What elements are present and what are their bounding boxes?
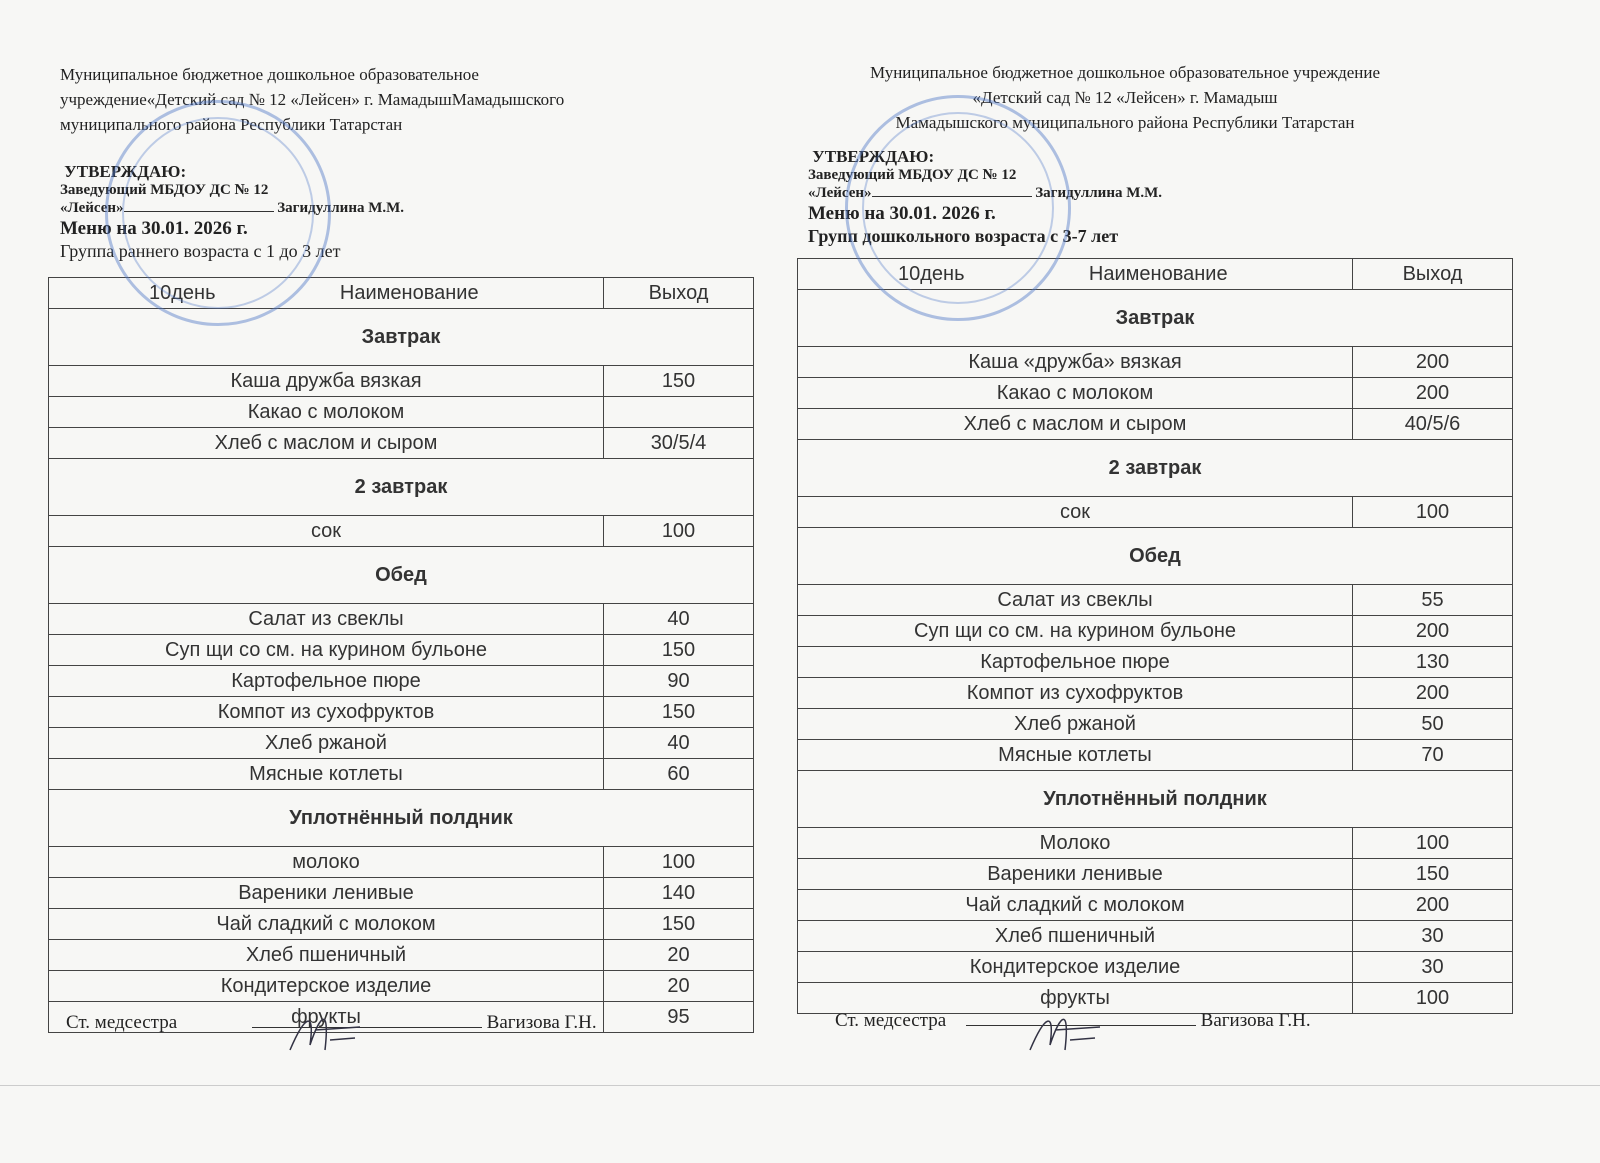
dish-name: Вареники ленивые [798, 859, 1353, 890]
group-label: Групп дошкольного возраста с 3-7 лет [808, 226, 1119, 246]
dish-yield: 200 [1353, 890, 1513, 921]
header-cell [49, 278, 604, 309]
right-menu-table [797, 258, 1513, 1014]
dish-yield: 90 [604, 666, 754, 697]
dish-name: Вареники ленивые [49, 878, 604, 909]
meal-section-row [798, 440, 1513, 497]
dish-yield: 40 [604, 728, 754, 759]
table-row [49, 516, 754, 547]
meal-section-row [798, 771, 1513, 828]
dish-name: Мясные котлеты [49, 759, 604, 790]
approve-label: УТВЕРЖДАЮ: [64, 162, 187, 181]
table-row [49, 697, 754, 728]
dish-name: сок [798, 497, 1353, 528]
dish-yield: 50 [1353, 709, 1513, 740]
head-name: Загидуллина М.М. [277, 200, 405, 216]
nurse-name: Вагизова Г.Н. [1200, 1010, 1311, 1031]
head-title: Заведующий МБДОУ ДС № 12 [60, 182, 269, 198]
dish-name: Кондитерское изделие [798, 952, 1353, 983]
dish-name: Кондитерское изделие [49, 971, 604, 1002]
nurse-label: Ст. медсестра [66, 1012, 178, 1033]
table-row [49, 759, 754, 790]
dish-name: Хлеб ржаной [798, 709, 1353, 740]
dish-yield: 150 [604, 697, 754, 728]
name-header: Наименование [339, 281, 479, 304]
dish-yield: 150 [604, 366, 754, 397]
org-line: «Детский сад № 12 «Лейсен» г. Мамадыш [972, 88, 1278, 107]
table-row [798, 828, 1513, 859]
table-row [798, 409, 1513, 440]
dish-name: Картофельное пюре [49, 666, 604, 697]
dish-yield: 200 [1353, 616, 1513, 647]
dish-name: Каша дружба вязкая [49, 366, 604, 397]
table-row [798, 890, 1513, 921]
table-row [798, 952, 1513, 983]
left-org-header [60, 62, 760, 137]
dish-name: Суп щи со см. на курином бульоне [798, 616, 1353, 647]
dish-yield: 60 [604, 759, 754, 790]
dish-name: Салат из свеклы [798, 585, 1353, 616]
dish-name: Хлеб пшеничный [49, 940, 604, 971]
table-row [49, 847, 754, 878]
scan-edge [0, 1085, 1600, 1086]
signature-icon [285, 1005, 365, 1060]
yield-header: Выход [1353, 259, 1513, 290]
org-line: муниципального района Республики Татарстан [60, 115, 403, 134]
table-row [798, 921, 1513, 952]
approve-label: УТВЕРЖДАЮ: [812, 147, 935, 166]
table-row [49, 666, 754, 697]
leysen-label: «Лейсен» [808, 185, 872, 201]
dish-name: Мясные котлеты [798, 740, 1353, 771]
nurse-label: Ст. медсестра [835, 1010, 947, 1031]
dish-yield: 200 [1353, 378, 1513, 409]
meal-title: Уплотнённый полдник [49, 790, 754, 847]
signature-icon [1025, 1005, 1105, 1060]
dish-yield: 150 [604, 909, 754, 940]
dish-name: Каша «дружба» вязкая [798, 347, 1353, 378]
table-row [798, 378, 1513, 409]
right-approval [808, 148, 1508, 246]
day-label: 10день [898, 262, 965, 285]
table-row [49, 604, 754, 635]
meal-section-row [798, 290, 1513, 347]
table-row [798, 740, 1513, 771]
dish-name: фрукты [49, 1002, 604, 1033]
table-row [49, 878, 754, 909]
menu-date: Меню на 30.01. 2026 г. [60, 218, 248, 239]
table-row [798, 585, 1513, 616]
org-line: Мамадышского муниципального района Республики Татарстан [895, 113, 1355, 132]
table-row [798, 983, 1513, 1014]
table-row [798, 497, 1513, 528]
dish-yield: 70 [1353, 740, 1513, 771]
dish-name: Компот из сухофруктов [798, 678, 1353, 709]
table-row [49, 397, 754, 428]
meal-section-row [49, 790, 754, 847]
table-row [49, 728, 754, 759]
org-line: Муниципальное бюджетное дошкольное образовательное [60, 65, 479, 84]
table-row [798, 859, 1513, 890]
meal-title: Завтрак [798, 290, 1513, 347]
table-row [798, 347, 1513, 378]
table-row [49, 366, 754, 397]
dish-yield: 30 [1353, 952, 1513, 983]
table-row [798, 709, 1513, 740]
table-row [49, 940, 754, 971]
table-header-row [49, 278, 754, 309]
dish-name: Хлеб с маслом и сыром [798, 409, 1353, 440]
meal-title: 2 завтрак [798, 440, 1513, 497]
dish-yield: 130 [1353, 647, 1513, 678]
dish-yield: 100 [1353, 828, 1513, 859]
name-header: Наименование [1088, 262, 1228, 285]
dish-name: сок [49, 516, 604, 547]
dish-name: Хлеб пшеничный [798, 921, 1353, 952]
table-row [49, 635, 754, 666]
dish-yield: 20 [604, 940, 754, 971]
group-label: Группа раннего возраста с 1 до 3 лет [60, 241, 341, 261]
dish-yield: 100 [1353, 497, 1513, 528]
dish-name: Какао с молоком [49, 397, 604, 428]
table-row [798, 616, 1513, 647]
dish-yield: 100 [604, 516, 754, 547]
table-row [49, 428, 754, 459]
meal-section-row [798, 528, 1513, 585]
dish-yield: 30 [1353, 921, 1513, 952]
dish-name: Какао с молоком [798, 378, 1353, 409]
meal-title: Уплотнённый полдник [798, 771, 1513, 828]
head-title: Заведующий МБДОУ ДС № 12 [808, 167, 1017, 183]
dish-yield: 55 [1353, 585, 1513, 616]
left-approval [60, 163, 760, 261]
left-menu-table [48, 277, 754, 1033]
dish-yield: 40 [604, 604, 754, 635]
table-row [49, 909, 754, 940]
dish-name: Салат из свеклы [49, 604, 604, 635]
meal-title: Обед [49, 547, 754, 604]
org-line: Муниципальное бюджетное дошкольное образовательное учреждение [870, 63, 1380, 82]
dish-yield: 200 [1353, 678, 1513, 709]
right-org-header [800, 60, 1450, 135]
dish-yield: 150 [604, 635, 754, 666]
dish-yield: 40/5/6 [1353, 409, 1513, 440]
dish-name: молоко [49, 847, 604, 878]
dish-name: Суп щи со см. на курином бульоне [49, 635, 604, 666]
day-label: 10день [149, 281, 216, 304]
meal-title: Обед [798, 528, 1513, 585]
header-cell [798, 259, 1353, 290]
dish-yield: 200 [1353, 347, 1513, 378]
org-line: учреждение«Детский сад № 12 «Лейсен» г. МамадышМамадышского [60, 90, 565, 109]
table-row [798, 647, 1513, 678]
dish-name: Хлеб с маслом и сыром [49, 428, 604, 459]
meal-section-row [49, 309, 754, 366]
dish-name: Картофельное пюре [798, 647, 1353, 678]
menu-date: Меню на 30.01. 2026 г. [808, 203, 996, 224]
dish-yield: 100 [1353, 983, 1513, 1014]
dish-name: Молоко [798, 828, 1353, 859]
head-name: Загидуллина М.М. [1035, 185, 1163, 201]
dish-yield: 20 [604, 971, 754, 1002]
dish-name: Хлеб ржаной [49, 728, 604, 759]
dish-name: Компот из сухофруктов [49, 697, 604, 728]
dish-yield: 30/5/4 [604, 428, 754, 459]
nurse-name: Вагизова Г.Н. [486, 1012, 597, 1033]
dish-yield: 95 [604, 1002, 754, 1033]
meal-title: 2 завтрак [49, 459, 754, 516]
dish-name: Чай сладкий с молоком [49, 909, 604, 940]
meal-title: Завтрак [49, 309, 754, 366]
dish-yield [604, 397, 754, 428]
dish-name: фрукты [798, 983, 1353, 1014]
leysen-label: «Лейсен» [60, 200, 124, 216]
meal-section-row [49, 547, 754, 604]
dish-yield: 140 [604, 878, 754, 909]
table-row [49, 971, 754, 1002]
table-header-row [798, 259, 1513, 290]
meal-section-row [49, 459, 754, 516]
dish-yield: 100 [604, 847, 754, 878]
yield-header: Выход [604, 278, 754, 309]
dish-name: Чай сладкий с молоком [798, 890, 1353, 921]
table-row [798, 678, 1513, 709]
dish-yield: 150 [1353, 859, 1513, 890]
